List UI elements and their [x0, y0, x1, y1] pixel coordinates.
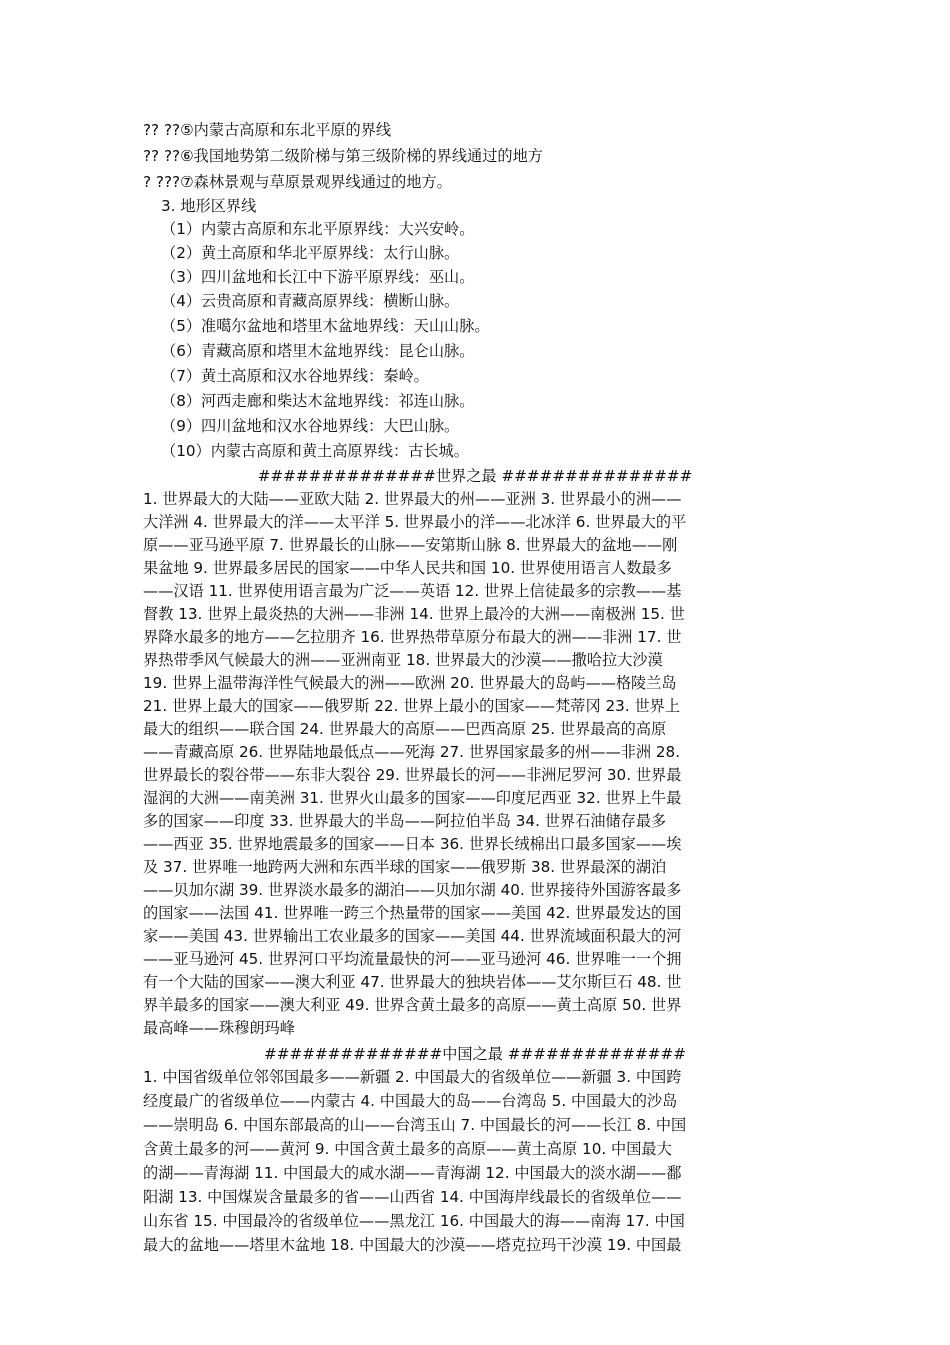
world-records-line: 最高峰——珠穆朗玛峰 — [143, 1019, 295, 1037]
world-records-line: 界羊最多的国家——澳大利亚 49. 世界含黄土最多的高原——黄土高原 50. 世界 — [143, 996, 682, 1014]
world-records-line: 21. 世界上最大的国家——俄罗斯 22. 世界上最小的国家——梵蒂冈 23. 世界上 — [143, 697, 681, 715]
china-records-line: 经度最广的省级单位——内蒙古 4. 中国最大的岛——台湾岛 5. 中国最大的沙岛 — [143, 1092, 678, 1110]
world-records-header: ##############世界之最 ############### — [257, 467, 693, 485]
world-records-line: 湿润的大洲——南美洲 31. 世界火山最多的国家——印度尼西亚 32. 世界上牛最 — [143, 789, 682, 807]
world-records-line: 世界最长的裂谷带——东非大裂谷 29. 世界最长的河——非洲尼罗河 30. 世界最 — [143, 766, 682, 784]
landform-boundary-item: （1）内蒙古高原和东北平原界线：大兴安岭。 — [161, 220, 475, 238]
landform-boundary-item: （6）青藏高原和塔里木盆地界线：昆仑山脉。 — [161, 342, 475, 360]
world-records-line: 大洋洲 4. 世界最大的洋——太平洋 5. 世界最小的洋——北冰洋 6. 世界最大的平 — [143, 513, 687, 531]
landform-boundary-item: （5）准噶尔盆地和塔里木盆地界线：天山山脉。 — [161, 317, 490, 335]
china-records-header: ##############中国之最 ############## — [264, 1045, 686, 1063]
boundary-note-6: ?? ??⑥我国地势第二级阶梯与第三级阶梯的界线通过的地方 — [143, 147, 543, 165]
world-records-line: 及 37. 世界唯一地跨两大洲和东西半球的国家——俄罗斯 38. 世界最深的湖泊 — [143, 858, 667, 876]
boundary-note-7: ? ???⑦森林景观与草原景观界线通过的地方。 — [143, 173, 452, 191]
section-3-title: 3. 地形区界线 — [161, 197, 257, 215]
china-records-line: 阳湖 13. 中国煤炭含量最多的省——山西省 14. 中国海岸线最长的省级单位—— — [143, 1188, 682, 1206]
world-records-line: ——西亚 35. 世界地震最多的国家——日本 36. 世界长绒棉出口最多国家——埃 — [143, 835, 682, 853]
landform-boundary-item: （7）黄土高原和汉水谷地界线：秦岭。 — [161, 367, 429, 385]
world-records-line: 界热带季风气候最大的洲——亚洲南亚 18. 世界最大的沙漠——撒哈拉大沙漠 — [143, 651, 663, 669]
world-records-line: ——亚马逊河 45. 世界河口平均流量最快的河——亚马逊河 46. 世界唯一一个拥 — [143, 950, 682, 968]
world-records-line: ——贝加尔湖 39. 世界淡水最多的湖泊——贝加尔湖 40. 世界接待外国游客最多 — [143, 881, 682, 899]
world-records-line: ——汉语 11. 世界使用语言最为广泛——英语 12. 世界上信徒最多的宗教——基 — [143, 582, 682, 600]
landform-boundary-item: （3）四川盆地和长江中下游平原界线：巫山。 — [161, 268, 475, 286]
world-records-line: 有一个大陆的国家——澳大利亚 47. 世界最大的独块岩体——艾尔斯巨石 48. 世 — [143, 973, 682, 991]
world-records-line: ——青藏高原 26. 世界陆地最低点——死海 27. 世界国家最多的州——非洲 28. — [143, 743, 681, 761]
china-records-line: 含黄土最多的河——黄河 9. 中国含黄土最多的高原——黄土高原 10. 中国最大 — [143, 1140, 672, 1158]
china-records-line: 山东省 15. 中国最冷的省级单位——黑龙江 16. 中国最大的海——南海 17. 中国 — [143, 1212, 685, 1230]
world-records-line: 果盆地 9. 世界最多居民的国家——中华人民共和国 10. 世界使用语言人数最多 — [143, 559, 672, 577]
china-records-line: 的湖——青海湖 11. 中国最大的咸水湖——青海湖 12. 中国最大的淡水湖——鄱 — [143, 1164, 682, 1182]
landform-boundary-item: （10）内蒙古高原和黄土高原界线：古长城。 — [161, 442, 469, 460]
china-records-line: 最大的盆地——塔里木盆地 18. 中国最大的沙漠——塔克拉玛干沙漠 19. 中国最 — [143, 1236, 682, 1254]
landform-boundary-item: （4）云贵高原和青藏高原界线：横断山脉。 — [161, 292, 460, 310]
china-records-line: ——崇明岛 6. 中国东部最高的山——台湾玉山 7. 中国最长的河——长江 8. 中国 — [143, 1116, 687, 1134]
world-records-line: 原——亚马逊平原 7. 世界最长的山脉——安第斯山脉 8. 世界最大的盆地——刚 — [143, 536, 678, 554]
world-records-line: 19. 世界上温带海洋性气候最大的洲——欧洲 20. 世界最大的岛屿——格陵兰岛 — [143, 674, 677, 692]
china-records-line: 1. 中国省级单位邻邻国最多——新疆 2. 中国最大的省级单位——新疆 3. 中国跨 — [143, 1068, 682, 1086]
world-records-line: 多的国家——印度 33. 世界最大的半岛——阿拉伯半岛 34. 世界石油储存最多 — [143, 812, 667, 830]
world-records-line: 督教 13. 世界上最炎热的大洲——非洲 14. 世界上最冷的大洲——南极洲 15. 世 — [143, 605, 685, 623]
landform-boundary-item: （9）四川盆地和汉水谷地界线：大巴山脉。 — [161, 417, 460, 435]
landform-boundary-item: （8）河西走廊和柴达木盆地界线：祁连山脉。 — [161, 392, 475, 410]
world-records-line: 的国家——法国 41. 世界唯一跨三个热量带的国家——美国 42. 世界最发达的国 — [143, 904, 682, 922]
landform-boundary-item: （2）黄土高原和华北平原界线：太行山脉。 — [161, 244, 460, 262]
world-records-line: 最大的组织——联合国 24. 世界最大的高原——巴西高原 25. 世界最高的高原 — [143, 720, 667, 738]
world-records-line: 界降水最多的地方——乞拉朋齐 16. 世界热带草原分布最大的洲——非洲 17. 世 — [143, 628, 682, 646]
world-records-line: 家——美国 43. 世界输出工农业最多的国家——美国 44. 世界流域面积最大的河 — [143, 927, 682, 945]
boundary-note-5: ?? ??⑤内蒙古高原和东北平原的界线 — [143, 121, 392, 139]
world-records-line: 1. 世界最大的大陆——亚欧大陆 2. 世界最大的州——亚洲 3. 世界最小的洲—— — [143, 490, 682, 508]
